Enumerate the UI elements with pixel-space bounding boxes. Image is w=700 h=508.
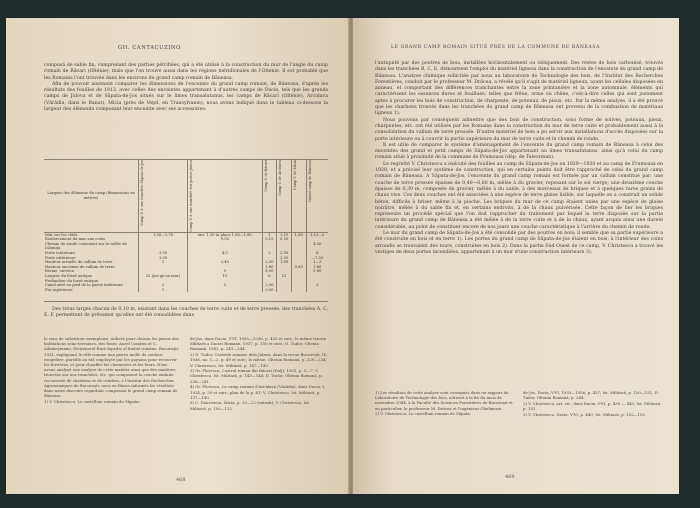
table-cell: 4,3 — [188, 251, 262, 256]
left-footnotes-column-1 — [44, 336, 180, 405]
table-cell: 2,50 — [262, 283, 277, 288]
table-cell: 3 — [306, 283, 328, 288]
right-page — [353, 18, 679, 494]
right-paragraph: Le regretté V. Christescu a exécuté des fouilles au camp de Sâpata-de-Jos en 1929—1930 et au camp de Frumoasa en 1928, et a précisé leur système de construction, qui en certains points doit être rapproché de celui du grand camp romain de Băneasa. A Sâpata-de-Jos, l'enceinte du grand camp romain est formée par un vallum constitué par: une couche de terre pressée épaisse de 0,40—0,60 m, mêlée à du gravier, reposant sur le sol vierge; une deuxième couche épaisse de 0,30 m, composée de gravier, mêlée à du sable, à des morceaux de briques et à quelques rares grains de chaux vive. Ces deux couches ont été associées à une espèce de terre glaise lisible, sur laquelle on a construit un solide béton, difficile à briser, même à la pioche. Les briques du mur de ce camp étaient unies par une espèce de glaise noirâtre, mêlée à du sable fin et, en certains endroits, à de la chaux pulvérisée. Cette façon de lier les briques représente un procédé spécial que l'on doit rapprocher du traitement par lequel la terre disposée sur la partie intérieure du grand camp de Băneasa a été mêlée à de la terre cuite et à de la chaux, ayant acquis ainsi une dureté considérable, au point de constituer encore de nos jours une couche caractéristique à l'arrière du chemin de ronde. — [375, 161, 664, 230]
table-row — [44, 242, 328, 251]
table-row-label: Chemin de ronde contenant sur la vallée de Ialomiţa — [45, 241, 127, 251]
table-cell: 8,50 — [262, 269, 277, 274]
footnote: 3) V. Christescu, Dacia, V-VI, p. 440; Ist. Militară, p. 152—155. — [523, 411, 647, 417]
table-cell: 12 — [277, 274, 292, 279]
footnote: 1) Les résultats de cette analyse sont consignés dans un rapport du Laboratoire de Technologie des bois, adressé à la fin du mois de novembre 1944, à la Faculté des Sciences Forestières de Bucureşti et en particulier, le professeur M. Drăcea et l'ingénieur Ghelmeziu. — [375, 390, 513, 411]
footnote: 4) Gr. Florescu, Le camp romain d'Arcidava (Vărădia), dans Dacia, I, 1924, p. 59 et suiv.; plan de la p. 61; V. Christescu, Ist. Militară, p. 137—140. — [190, 384, 326, 400]
table-cell: 1 — [262, 232, 277, 237]
column-title: Camp V. de Arcidava — [278, 160, 283, 196]
table-cell: 22 (jus-qu'au mur) — [139, 274, 188, 279]
table-row-label: Hauteur ancienne du vallum de terre — [45, 264, 115, 269]
table-column-header — [306, 160, 328, 232]
right-body-text — [375, 61, 663, 379]
table-body — [44, 232, 328, 292]
left-paragraph: Des trous larges chacun de 0,10 m, existant dans les couches de terre cuite et de terre pressée, des tranchées A, C, E, F, permettent de présumer qu'elles ont été consolidées dans — [44, 307, 328, 319]
table-row-label: Fin supérieure — [45, 287, 73, 292]
table-cell: 3,50 — [139, 256, 188, 261]
footnote: de-Jos, Dacia, V-VI, 1935—1936, p. 437; Ist. Militară, p. 150—151; D. Tudor, Oltenia Romană, p. 244. — [523, 390, 659, 401]
table-row-label: Largeur du fossé antique — [45, 273, 93, 278]
table-cell — [139, 242, 188, 251]
left-footnotes — [44, 336, 328, 474]
table-cell: 2,50 — [262, 260, 277, 265]
table-cell: 1,10 — [277, 232, 292, 237]
left-paragraph: compusă de sable fin, comprenant des parties pétrifiées, qui a été utilisé à la construction du mur de l'angle du camp romain de Răcari (Olténie), mais que l'on trouve aussi dans les régions méridionales de l'Olténie. Il est probable que les Romains l'ont trouvée dans les environs du grand camp romain de Băneasa. — [44, 63, 328, 81]
column-title: Grand camp de Băneasa — [307, 160, 312, 202]
table-cell: 1,15—2 — [306, 232, 328, 237]
table-row — [44, 288, 328, 293]
footnote: 2) V. Christescu, art. cit., dans Dacia, V-VI, p. 439 — 440; Ist. Militară, p. 151. — [523, 400, 662, 412]
table-cell — [188, 242, 262, 251]
left-footnotes-column-2 — [190, 336, 328, 411]
table-cell: 2 — [262, 251, 277, 256]
column-title: Camp V. à une tranchée Sâpata-de-Jos — [140, 160, 144, 226]
table-cell: 11 — [188, 274, 262, 279]
footnote: de-Jos, dans Dacia, V-VI, 1935—1936, p. 435 et suiv.; le même Istoria Militară a Daciei Romane, 1937, p. 150 et suiv.; D. Tudor, Oltenia Romană, 1942, p. 241—244. — [190, 336, 327, 352]
table-cell: 2,50 — [277, 256, 292, 261]
table-cell: 9,50 — [188, 237, 262, 242]
table-row-label: Hauteur actuelle du vallum de terre — [45, 260, 113, 265]
table-cell: 1,80 — [262, 265, 277, 270]
right-paragraph: l'antiquité par des poutres de bois, installées horizontalement ou obliquement. Des restes de bois carbonisé, trouvés dans les tranchées B, C, E, démontrent l'emploi du matériel ligneux dans la construction de l'enceinte du grand camp de Băneasa. L'analyse chimique sollicitée par nous au laboratoire de Technologie des bois, de l'Institut des Recherches Forestières, conduit par le professeur M. Drăcea, a révélé qu'il s'agit de matériel ligneux, ayant les cellules disposées en anneau, et comportant des différences tranchantes entre la zone printanière et la zone automnale, éléments qui caractérisent les essences dures et feuillues, telles que frêne, orme ou chêne, c'est-à-dire celles qui sont justement aptes à procurer les bois de construction, de charpente, de poteaux, de pieux, etc. Par la même analyse, il a été prouvé que les charbons trouvés dans les tranchées du grand camp de Băneasa ont provenu de la combustion de matériaux ligneux 1). — [375, 61, 663, 117]
footnote: 1) V. Christescu, Le castellum romain de Sâpata- — [44, 398, 141, 404]
right-running-head: LE GRAND CAMP ROMAIN SITUÉ PRÈS DE LA COMMUNE DE BĂNEASA — [391, 45, 600, 50]
table-cell: 1 — [139, 288, 188, 293]
table-header-label: Largeur des éléments du camp (dimensions en mètres) — [44, 160, 139, 232]
table-cell — [291, 242, 306, 251]
table-cell: 0,15 — [262, 237, 277, 242]
left-after-table-text — [44, 307, 328, 332]
column-title: Camp V. de Micia — [292, 160, 297, 190]
table-column-header — [277, 160, 292, 232]
table-column-header — [139, 160, 188, 232]
table-column-header — [291, 160, 306, 232]
table-row-label: Mur sur les côtés — [44, 232, 139, 237]
footnote: 2) D. Tudor, Castrele romane dela Jidava, dans la revue Bucureşti, IX, 1936, no. 1—2, p. 49 et suiv.; le même, Oltenia Romană, p. 229—234; V. Christescu, Ist. Militară, p. 147—149. — [190, 352, 328, 368]
footnote: le sens de substituer exemplaire, utilisée pour cloison les parois des habitations semi-terraines, des fours; Aurel Combra et C. Adameşteanu, Dicţionarul Enciclopedic al limbei române, Bucureşti, 1931, expliquant le rôle comme une pierre molle de couleur rougeâtre, pareille au tuf, employée par les paysans pour recouvrir les ferrières, et pour chauffer les cheminées et les fours. Nous avons analysé une analyse de cette matière ainsi que des matières trouvées sur nos tranchées, etc. qui composent la couche enduite recouverte de charbons et de cendres, à l'Institut des Recherches Agronomiques de Bucureşti; nous en fûmes informés les résultats dans notre discours regardant composant le grand camp romain de Băneasa. — [44, 336, 180, 399]
table-cell — [277, 288, 292, 293]
right-footnotes — [375, 390, 663, 460]
table-cell: 3,50 — [139, 251, 188, 256]
right-paragraph: Nous pouvons par conséquent admettre que des bois de construction, sous forme de solives, poteaux, pieux, charpentes, etc. ont été utilisés par les Romains dans la construction du mur de terre cuite et probablement aussi à la consolidation du vallum de terre pressée. D'autre matériel de bois a pu servir aux installations d'accès disposées sur la porte intérieure ou à couvrir la partie supérieure du mur de terre cuite et le chemin de ronde. — [375, 117, 663, 142]
table-cell: 0,30 — [277, 237, 292, 242]
footnote: 5) C. Daicoviciu, Micia, p. 10—22 (extrait); V. Christescu, Ist. Militară, p. 150—152. — [190, 400, 311, 411]
column-title: Camp V. à une tranchée des portes Jidova — [189, 160, 194, 232]
table-row-label: Canal aéré au pied de la partie intérieure — [45, 283, 123, 288]
table-cell: 1,80 — [306, 265, 328, 270]
table-cell: 0,80 — [291, 265, 306, 270]
table-row-label: Porte extérieure — [45, 255, 76, 260]
table-cell: 0,80 — [306, 269, 328, 274]
table-cell: 6 — [262, 274, 277, 279]
table-cell: 1,89 — [277, 260, 292, 265]
table-cell: —7,50 — [306, 256, 328, 261]
left-paragraph: Afin de pouvoir aisément comparer les dimensions de l'enceinte du grand camp romain, de Băneasa, d'après les résultats des fouilles de 1913, avec celles des enceintes appartenant à d'autres camps de Dacie, tels que les grands camps de Jidova et de Sâpata-de-Jos situés sur le limes transalutanus, les camps de Răcari (Olténie), Arcidava (Vărădia, dans le Banat), Micia (près de Veţel, en Transylvanie), nous avons indiqué dans le tableau ci-dessous la largeur des éléments composant leur enceinte avec ses accessoires: — [44, 81, 328, 113]
table-cell — [262, 242, 277, 251]
left-page — [6, 18, 350, 494]
table-row-label: Porte intérieure — [45, 250, 75, 255]
table-cell: 2,40 — [188, 260, 262, 265]
footnote: 2) V. Christescu, Le castellum romain de Sâpata- — [375, 411, 472, 417]
table-cell: 1,80 — [291, 232, 306, 237]
column-title: Camp V. de Răcari — [263, 160, 268, 192]
table-cell: env. 1,50 in place 1,60—1,80 — [188, 232, 262, 237]
dimensions-table — [44, 160, 328, 292]
right-footnotes-column-1 — [375, 390, 513, 417]
table-cell: 2,50 — [277, 251, 292, 256]
table-cell — [277, 242, 292, 251]
table-column-header — [262, 160, 277, 232]
table-bottom-rule — [44, 301, 328, 302]
table-cell: 2 — [139, 283, 188, 288]
table-column-header — [188, 160, 262, 232]
table-cell: 3,50 — [262, 288, 277, 293]
table-cell: 9 — [188, 269, 262, 274]
left-running-head: GH. CANTACUZINO — [118, 45, 181, 51]
table-row-label: Berme, environ — [45, 269, 74, 274]
left-body-text — [44, 63, 328, 151]
right-paragraph: Il est utile de comparer le système d'aménagement de l'enceinte du grand camp romain de Băneasa à celui des enceintes des grand et petit camps de Sâpata-de-Jos appartenant au limes transalutanus, ainsi qu'à celui du camp romain situé à proximité de la commune de Frumoasa (dép. de Teleorman). — [375, 142, 663, 161]
table-cell: 4,50 — [306, 242, 328, 251]
footnote: 3) Gr. Florescu, Castrul roman din Răcari (Dolj), 1931, p. 5—7; V. Christescu, Ist. Militară, p. 143—144; D. Tudor, Oltenia Romană, p. 236—241. — [190, 368, 323, 384]
left-page-number: 468 — [176, 477, 186, 483]
table-cell — [188, 288, 262, 293]
table-cell: 1 — [139, 260, 188, 265]
right-paragraph: Le mur du grand camp de Sâpata-de-Jos a été consolidé par des poutres en bois; il semble que sa partie supérieure a été construite en bois et en terre 1). Les portes du grand camp de Sâpata-de-Jos étaient en bois; à l'intérieur des coins arrondis se trouvaient des tours, construites en bois 2). Dans la partie Sud-Ouest de ce camp, V. Christescu a trouvé les vestiges de deux portes incendiées, appartenant à un mur d'une construction intérieure 3). — [375, 231, 663, 255]
right-page-number: 469 — [505, 474, 515, 480]
table-cell — [291, 288, 306, 293]
table-cell: 1—3 — [306, 260, 328, 265]
table-row-label: Profondeur du fossé antique — [45, 278, 99, 283]
table-cell: 3 — [188, 283, 262, 288]
table-cell: 1,50—1,70 — [139, 232, 188, 237]
table-row-label: Renforcement du mur aux coins — [45, 237, 105, 242]
table-cell — [306, 288, 328, 293]
right-footnotes-column-2 — [523, 390, 663, 418]
table-cell: 6 — [306, 251, 328, 256]
